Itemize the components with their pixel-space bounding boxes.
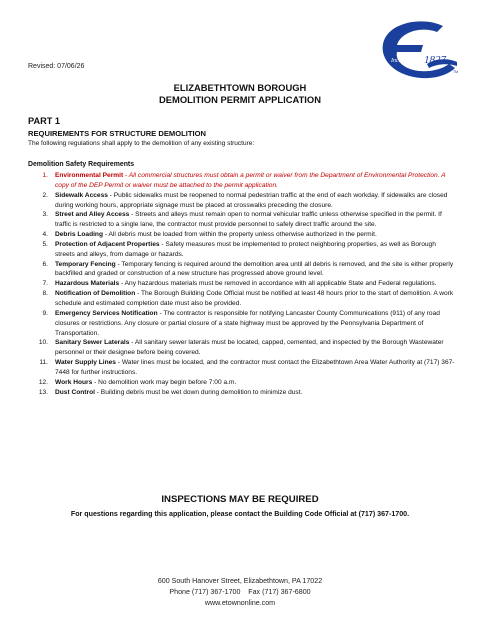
item-number: 7. — [42, 280, 48, 288]
inspections-title: INSPECTIONS MAY BE REQUIRED — [161, 494, 319, 505]
list-item — [28, 378, 456, 388]
footer-website-link[interactable]: www.etownonline.com — [204, 599, 276, 607]
item-text: - Building debris must be wet down during demolition to minimize dust. — [94, 388, 303, 396]
item-label: Protection of Adjacent Properties — [55, 240, 160, 248]
list-item — [28, 309, 456, 339]
item-text: - The contractor is responsible for notifying Lancaster County Communications (911) of any road closures or restrictions. Any closure or partial closure of a state highway must be approved by the Pennsylvania Department of Transportation. — [55, 309, 440, 337]
item-label: Hazardous Materials — [55, 280, 120, 288]
item-number: 6. — [42, 260, 48, 268]
list-item — [28, 191, 456, 211]
item-text: - Public sidewalks must be reopened to normal pedestrian traffic at the end of each workday. If sidewalks are closed during working hours, appropriate signage must be placed at crosswalks preceding the closure. — [55, 191, 448, 209]
footer-address: 600 South Hanover Street, Elizabethtown, PA 17022 — [157, 577, 323, 585]
item-label: Environmental Permit — [55, 172, 124, 179]
list-item — [28, 210, 456, 230]
list-item — [28, 279, 456, 289]
footer-phones: Phone (717) 367-1700 Fax (717) 367-6800 — [169, 588, 311, 596]
item-text: - Water lines must be located, and the contractor must contact the Elizabethtown Area Water Authority at (717) 367-7448 for further instructions. — [55, 359, 455, 376]
list-item — [28, 289, 456, 309]
list-item — [28, 338, 456, 358]
logo-year-text: 1827 — [424, 54, 446, 66]
item-label: Dust Control — [55, 388, 95, 396]
item-text: - All debris must be loaded from within the property unless otherwise authorized in the permit. — [103, 231, 377, 239]
item-label: Work Hours — [55, 378, 93, 386]
item-number: 3. — [42, 211, 48, 219]
item-label: Emergency Services Notification — [55, 309, 158, 317]
item-text: - Temporary fencing is required around the demolition area until all debris is removed, and the site is either properly backfilled and graded or construction of a new structure has progressed above ground level. — [55, 260, 454, 278]
contact-note: For questions regarding this application, please contact the Building Code Official at (717) 367-1700. — [70, 510, 410, 518]
document-title-line1: ELIZABETHTOWN BOROUGH — [173, 82, 307, 93]
item-label: Temporary Fencing — [55, 260, 116, 268]
list-item — [28, 230, 456, 240]
item-text: - The Borough Building Code Official must be notified at least 48 hours prior to the start of demolition. A work schedule and estimated completion date must also be provided. — [55, 290, 454, 307]
item-number: 2. — [42, 191, 48, 199]
requirements-heading: REQUIREMENTS FOR STRUCTURE DEMOLITION — [28, 129, 207, 138]
item-number: 8. — [42, 290, 48, 298]
item-number: 4. — [42, 231, 48, 239]
item-number: 11. — [39, 359, 48, 367]
item-label: Sidewalk Access — [55, 191, 108, 199]
item-label: Street and Alley Access — [55, 211, 130, 219]
list-item — [28, 260, 456, 280]
item-text: - All commercial structures must obtain a permit or waiver from the Department of Environmental Protection. A copy of the DEP Permit or waiver must be attached to the permit application. — [55, 172, 446, 189]
logo-tm-text: TM — [453, 70, 459, 74]
safety-heading: Demolition Safety Requirements — [28, 161, 135, 168]
list-item — [28, 240, 456, 260]
list-item — [28, 388, 456, 398]
logo-incorporated-text: Incorporated — [391, 58, 423, 64]
item-number: 1. — [42, 172, 48, 179]
item-text: - All sanitary sewer laterals must be located, capped, cemented, and inspected by the Borough Wastewater personnel or their designee before being covered. — [55, 339, 444, 357]
item-number: 13. — [38, 388, 48, 396]
item-text: - No demolition work may begin before 7:00 a.m. — [92, 378, 237, 386]
item-number: 5. — [42, 240, 48, 248]
requirements-intro: The following regulations shall apply to the demolition of any existing structure: — [28, 140, 255, 147]
item-number: 12. — [38, 378, 48, 386]
item-number: 9. — [42, 309, 48, 317]
item-label: Sanitary Sewer Laterals — [55, 339, 130, 347]
document-title-line2: DEMOLITION PERMIT APPLICATION — [159, 94, 321, 105]
part-title: PART 1 — [28, 116, 60, 126]
borough-logo — [377, 18, 461, 88]
item-text: - Safety measures must be implemented to protect neighboring properties, as well as Borough streets and alleys, from damage or hazards. — [55, 240, 436, 258]
list-item — [28, 358, 456, 378]
item-text: - Any hazardous materials must be removed in accordance with all applicable State and Federal regulations. — [119, 280, 437, 288]
revised-date: Revised: 07/06/26 — [28, 63, 85, 70]
item-label: Water Supply Lines — [55, 359, 116, 367]
item-number: 10. — [38, 339, 48, 347]
item-label: Debris Loading — [55, 231, 103, 239]
safety-requirements-list — [28, 171, 456, 397]
list-item — [28, 171, 456, 191]
item-label: Notification of Demolition — [55, 290, 136, 298]
item-text: - Streets and alleys must remain open to normal vehicular traffic unless otherwise specified in the permit. If traffic is restricted to a single lane, the contractor must provide personnel to safely direct traffic around the site. — [55, 211, 442, 229]
